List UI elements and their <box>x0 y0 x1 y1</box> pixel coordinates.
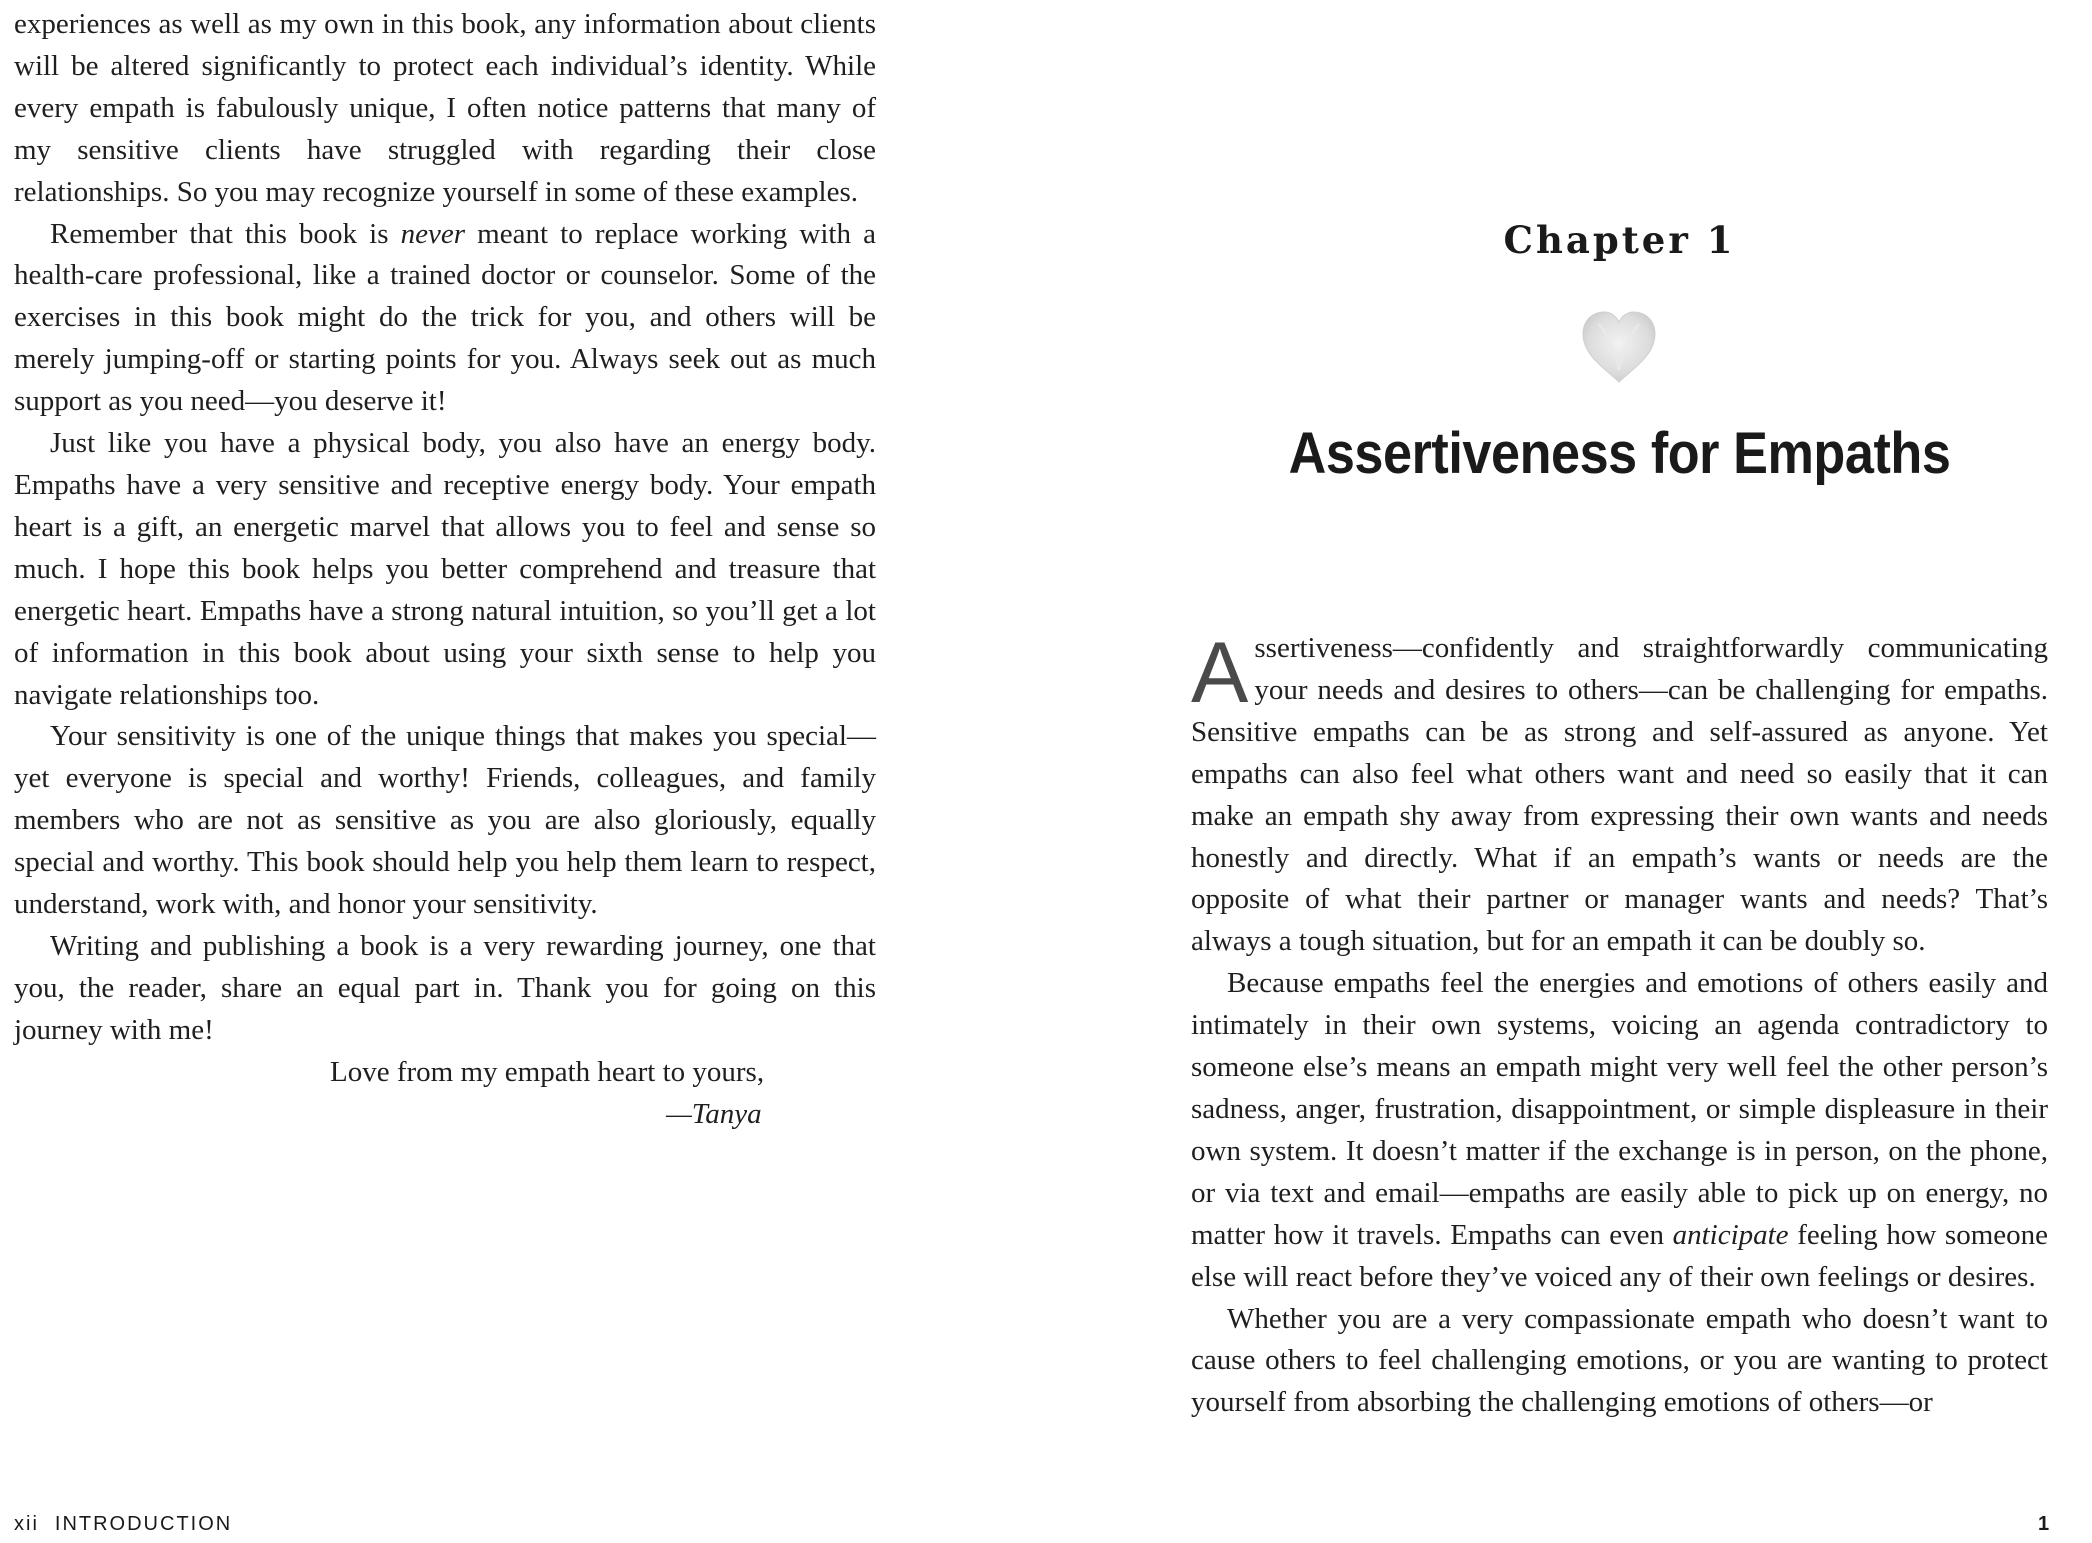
chapter-title: Assertiveness for Empaths <box>1288 421 1951 486</box>
signoff-name: —Tanya <box>666 1097 762 1130</box>
signoff-line: Love from my empath heart to yours, <box>330 1055 765 1088</box>
right-paragraph-2-after: feeling how someone else will react before they’ve voiced any of their own feelings or desires. <box>1191 1218 2048 1293</box>
emphasis-anticipate: anticipate <box>1672 1218 1789 1251</box>
left-running-footer <box>14 1513 232 1536</box>
right-page-body <box>1191 625 2048 1424</box>
left-paragraph-2 <box>14 214 876 424</box>
heart-icon <box>1577 310 1661 386</box>
right-paragraph-1 <box>1191 625 2048 963</box>
left-paragraph-5: Writing and publishing a book is a very rewarding journey, one that you, the reader, share an equal part in. Thank you for going on this journey with me! <box>14 929 876 1046</box>
right-paragraph-3: Whether you are a very compassionate empath who doesn’t want to cause others to feel challenging emotions, or you are wanting to protect yourself from absorbing the challenging emotions of others—or <box>1191 1302 2048 1419</box>
right-paragraph-2 <box>1191 963 2048 1298</box>
emphasis-never: never <box>400 217 466 250</box>
left-page-body <box>14 4 876 1135</box>
right-paragraph-1-text: ssertiveness—confidently and straightforwardly communicating your needs and desires to others—can be challenging for empaths. Sensitive empaths can be as strong and self-assured as anyone. Yet empaths can also feel what others want and need so easily that it can make an empath shy away from expressing their own wants and needs honestly and directly. What if an empath’s wants or needs are the opposite of what their partner or manager wants and needs? That’s always a tough situation, but for an empath it can be doubly so. <box>1191 632 2048 958</box>
drop-cap: A <box>1191 625 1249 721</box>
left-paragraph-2-after: meant to replace working with a health-care professional, like a trained doctor or counselor. Some of the exercises in this book might do the trick for you, and others will be merely jumping-off or starting points for you. Always seek out as much support as you need—you deserve it! <box>14 217 876 418</box>
left-paragraph-4: Your sensitivity is one of the unique things that makes you special—yet everyone is special and worthy! Friends, colleagues, and family members who are not as sensitive as you are also gloriously, equally special and worthy. This book should help you help them learn to respect, understand, work with, and honor your sensitivity. <box>14 720 876 921</box>
left-paragraph-3: Just like you have a physical body, you also have an energy body. Empaths have a very sensitive and receptive energy body. Your empath heart is a gift, an energetic marvel that allows you to feel and sense so much. I hope this book helps you better comprehend and treasure that energetic heart. Empaths have a strong natural intuition, so you’ll get a lot of information in this book about using your sixth sense to help you navigate relationships too. <box>14 427 876 711</box>
running-section-title: INTRODUCTION <box>54 1513 233 1535</box>
left-paragraph-1: experiences as well as my own in this book, any information about clients will be altered significantly to protect each individual’s identity. While every empath is fabulously unique, I often notice patterns that many of my sensitive clients have struggled with regarding their close relationships. So you may recognize yourself in some of these examples. <box>14 8 876 208</box>
left-page-number: xii <box>14 1513 39 1535</box>
chapter-label: Chapter 1 <box>1503 218 1736 262</box>
right-page-number: 1 <box>2038 1513 2050 1535</box>
right-paragraph-2-before: Because empaths feel the energies and emotions of others easily and intimately in their own systems, voicing an agenda contradictory to someone else’s means an empath might very well feel the other person’s sadness, anger, frustration, disappointment, or simple displeasure in their own system. It doesn’t matter if the exchange is in person, on the phone, or via text and email—empaths are easily able to pick up on energy, no matter how it travels. Empaths can even <box>1191 967 2048 1251</box>
left-paragraph-2-before: Remember that this book is <box>50 217 401 250</box>
